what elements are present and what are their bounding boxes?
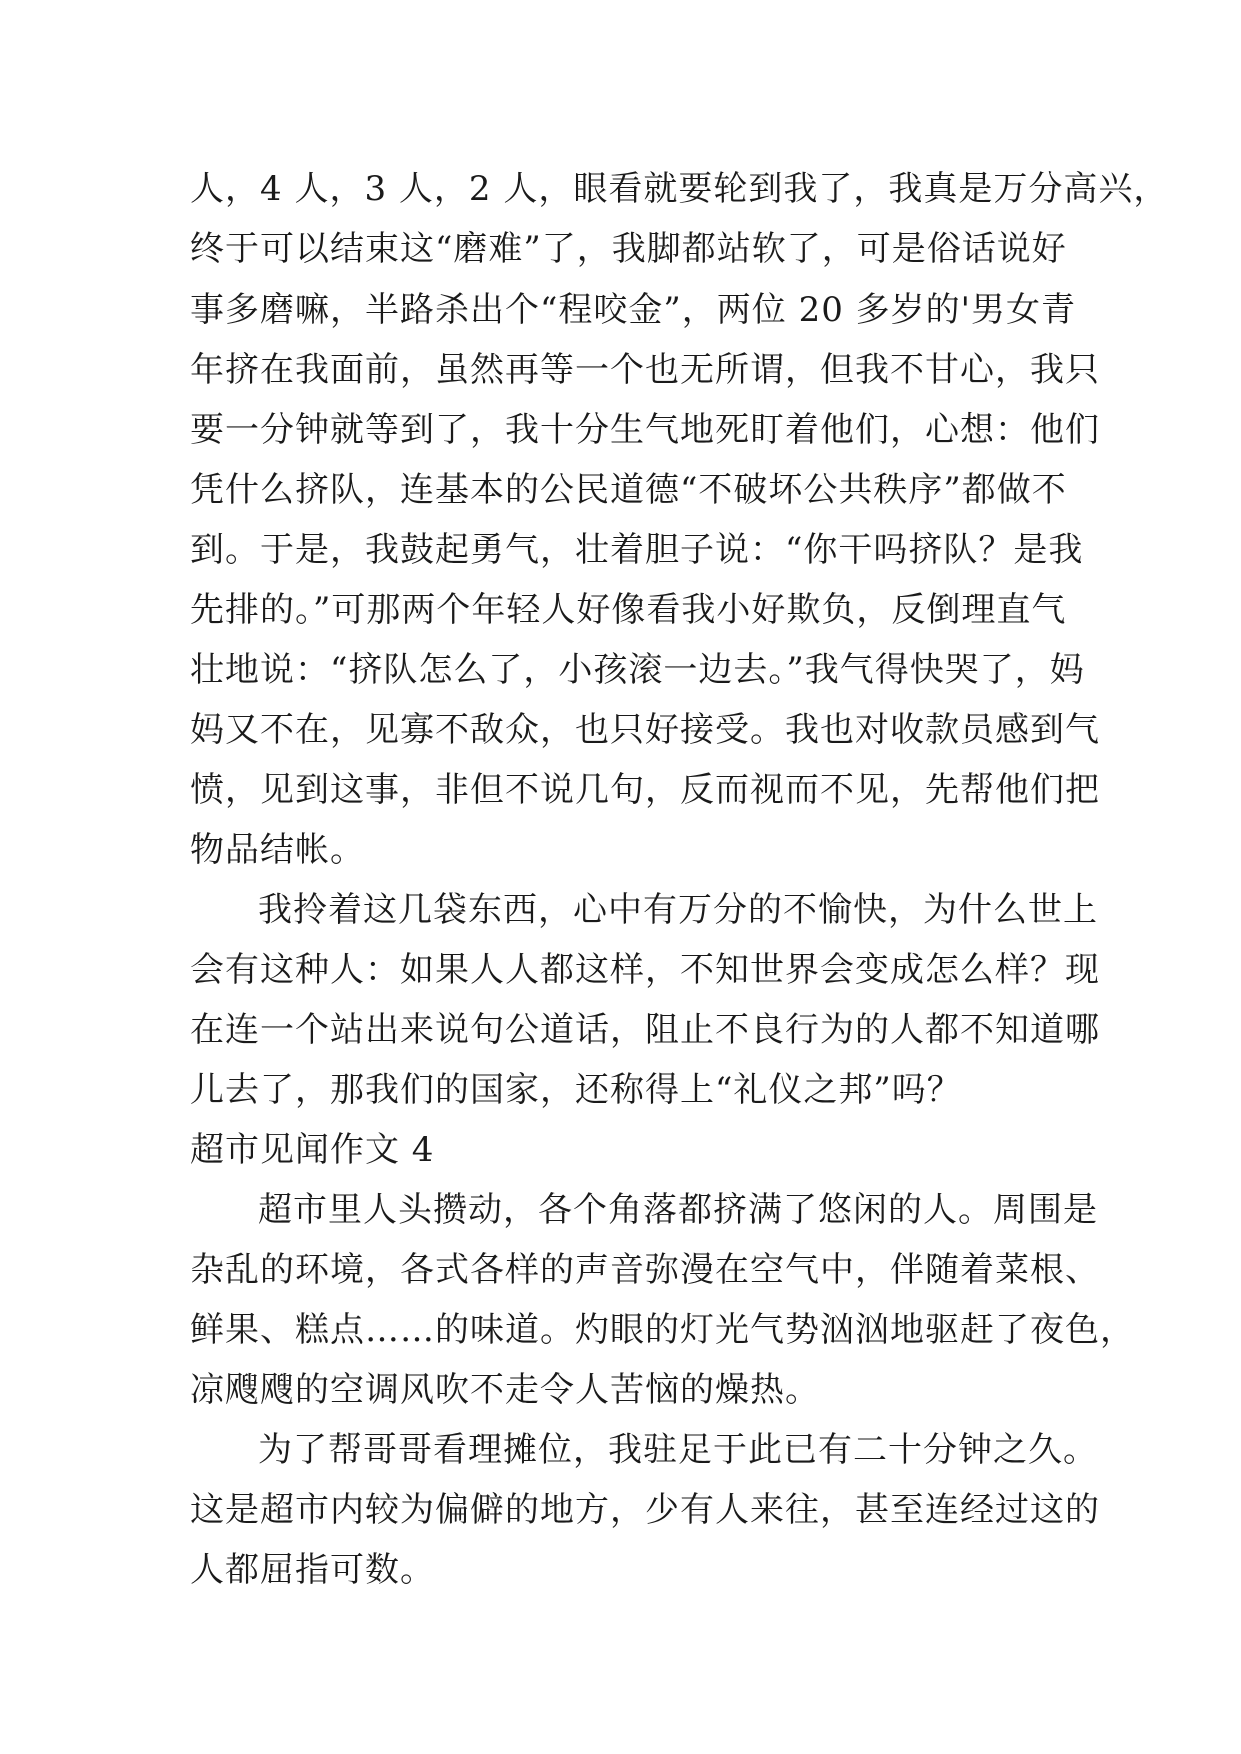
text-line: 鲜果、糕点……的味道。灼眼的灯光气势汹汹地驱赶了夜色， — [190, 1310, 1135, 1350]
text-line: 儿去了，那我们的国家，还称得上“礼仪之邦”吗？ — [190, 1070, 962, 1110]
text-line: 愤，见到这事，非但不说几句，反而视而不见，先帮他们把 — [190, 770, 1100, 810]
text-line: 物品结帐。 — [190, 830, 365, 870]
section-heading: 超市见闻作文 4 — [190, 1130, 435, 1170]
paragraph-first-line: 为了帮哥哥看理摊位，我驻足于此已有二十分钟之久。 — [258, 1430, 1098, 1470]
text-line: 年挤在我面前，虽然再等一个也无所谓，但我不甘心，我只 — [190, 350, 1100, 390]
text-line: 人，4 人，3 人，2 人，眼看就要轮到我了，我真是万分高兴， — [190, 169, 1169, 209]
text-line: 要一分钟就等到了，我十分生气地死盯着他们，心想：他们 — [190, 410, 1100, 450]
text-line: 人都屈指可数。 — [190, 1550, 435, 1590]
text-line: 杂乱的环境，各式各样的声音弥漫在空气中，伴随着菜根、 — [190, 1250, 1100, 1290]
text-line: 到。于是，我鼓起勇气，壮着胆子说：“你干吗挤队？是我 — [190, 530, 1084, 570]
paragraph-first-line: 我拎着这几袋东西，心中有万分的不愉快，为什么世上 — [258, 890, 1098, 930]
text-line: 先排的。”可那两个年轻人好像看我小好欺负，反倒理直气 — [190, 590, 1067, 630]
text-line: 会有这种人：如果人人都这样，不知世界会变成怎么样？现 — [190, 950, 1100, 990]
text-line: 在连一个站出来说句公道话，阻止不良行为的人都不知道哪 — [190, 1010, 1100, 1050]
text-line: 终于可以结束这“磨难”了，我脚都站软了，可是俗话说好 — [190, 229, 1067, 269]
text-line: 事多磨嘛，半路杀出个“程咬金”，两位 20 多岁的'男女青 — [190, 290, 1076, 330]
text-line: 这是超市内较为偏僻的地方，少有人来往，甚至连经过这的 — [190, 1490, 1100, 1530]
text-line: 妈又不在，见寡不敌众，也只好接受。我也对收款员感到气 — [190, 710, 1100, 750]
text-line: 壮地说：“挤队怎么了，小孩滚一边去。”我气得快哭了，妈 — [190, 650, 1085, 690]
paragraph-first-line: 超市里人头攒动，各个角落都挤满了悠闲的人。周围是 — [258, 1190, 1098, 1230]
text-line: 凉飕飕的空调风吹不走令人苦恼的燥热。 — [190, 1370, 820, 1410]
text-line: 凭什么挤队，连基本的公民道德“不破坏公共秩序”都做不 — [190, 470, 1067, 510]
